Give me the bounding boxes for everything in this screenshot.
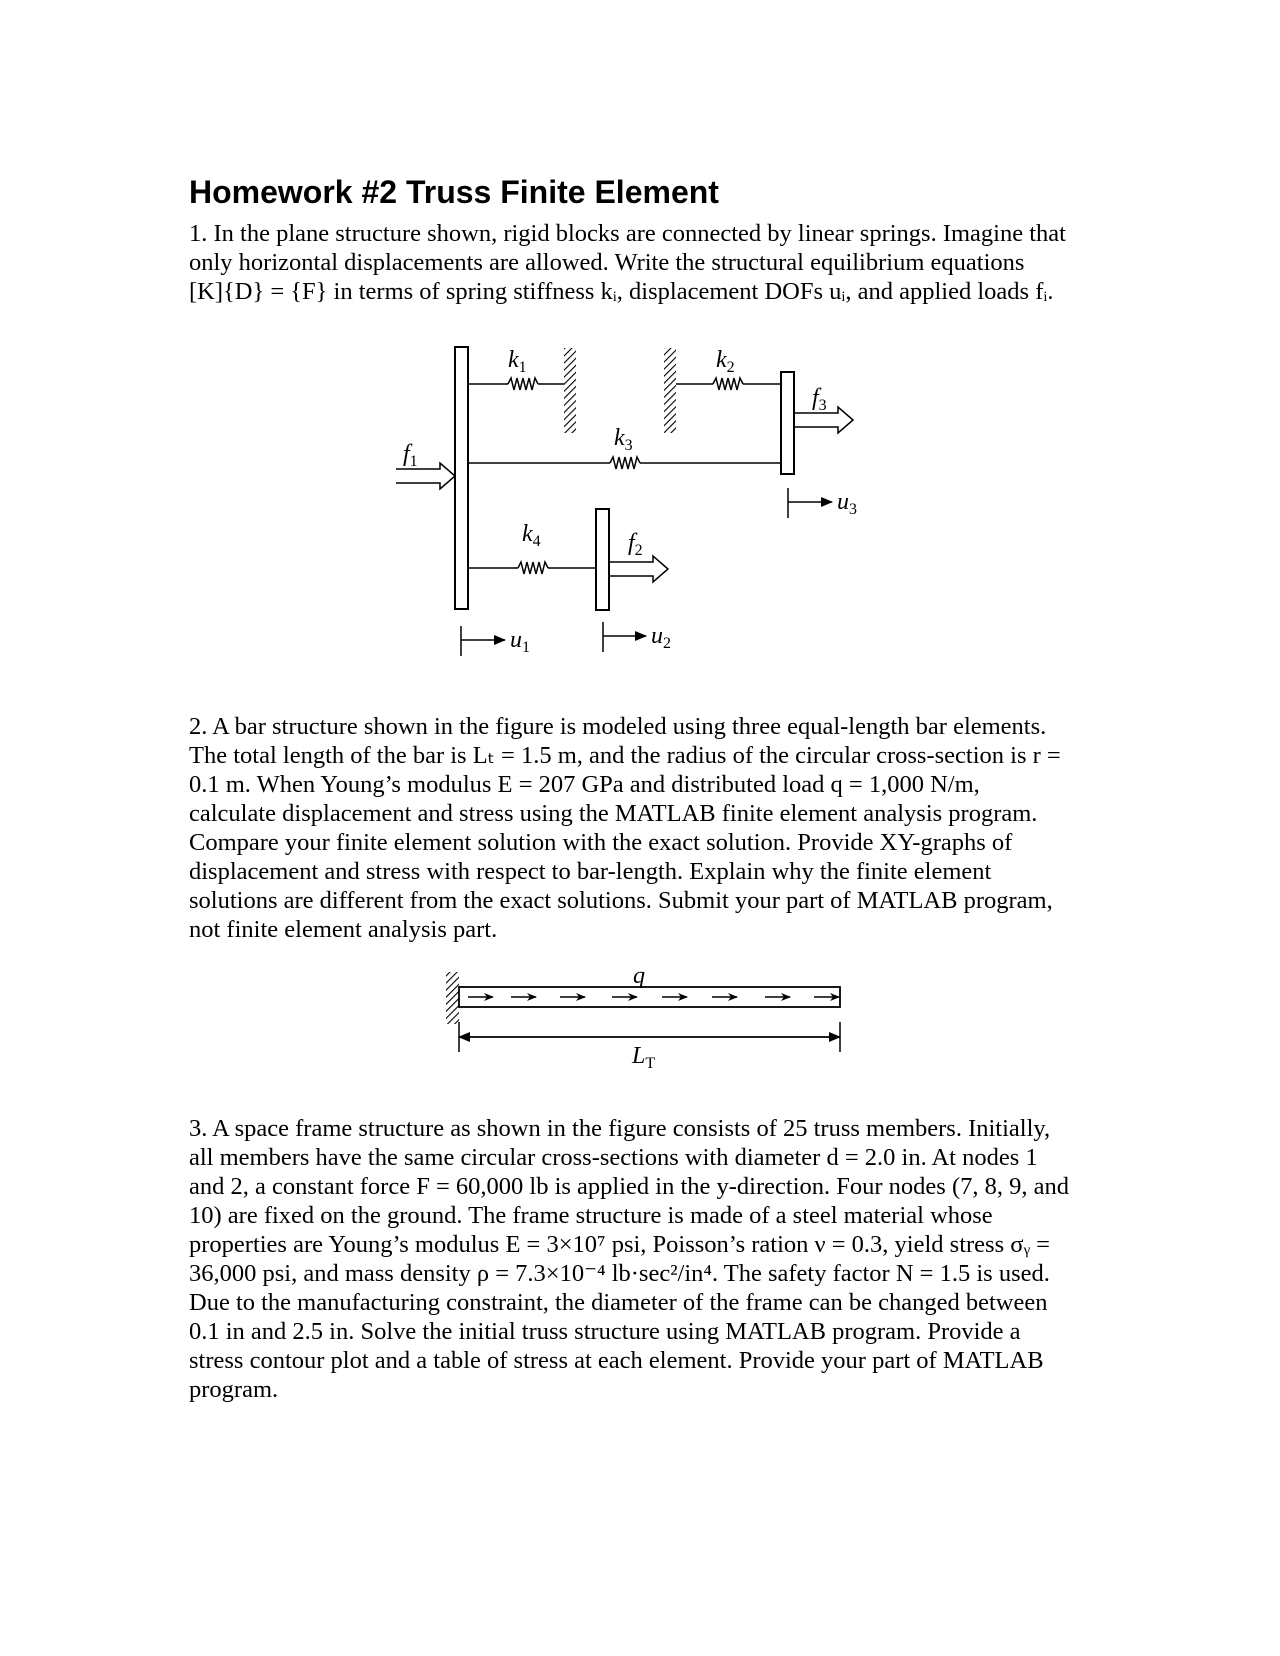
problem-2-line: The total length of the bar is Lₜ = 1.5 m, and the radius of the circular cross-section is r = [189, 742, 1061, 769]
label-q: q [633, 963, 645, 989]
label-u1: $u_1$ [510, 627, 530, 656]
problem-1-line: [K]{D} = {F} in terms of spring stiffness kᵢ, displacement DOFs uᵢ, and applied loads fᵢ. [189, 278, 1054, 305]
problem-3-line: program. [189, 1376, 279, 1403]
problem-3-line: 3. A space frame structure as shown in the figure consists of 25 truss members. Initially, [189, 1115, 1051, 1142]
label-LT: $L_T$ [632, 1043, 656, 1072]
problem-2-line: displacement and stress with respect to bar-length. Explain why the finite element [189, 858, 992, 885]
problem-2-line: 2. A bar structure shown in the figure is modeled using three equal-length bar elements. [189, 713, 1047, 740]
label-k1: $k_1$ [508, 347, 527, 376]
problem-2-line: solutions are different from the exact solutions. Submit your part of MATLAB program, [189, 887, 1053, 914]
problem-2-line: 0.1 m. When Young’s modulus E = 207 GPa and distributed load q = 1,000 N/m, [189, 771, 980, 798]
length-dimension-line [459, 1022, 840, 1052]
problem-3-line: Due to the manufacturing constraint, the diameter of the frame can be changed between [189, 1289, 1048, 1316]
label-f2: $f_2$ [628, 530, 643, 559]
problem-3-line: all members have the same circular cross-sections with diameter d = 2.0 in. At nodes 1 [189, 1144, 1038, 1171]
problem-1-line: only horizontal displacements are allowed. Write the structural equilibrium equations [189, 249, 1025, 276]
page-title: Homework #2 Truss Finite Element [189, 174, 719, 210]
problem-3-line: stress contour plot and a table of stress at each element. Provide your part of MATLAB [189, 1347, 1044, 1374]
problem-2-line: not finite element analysis part. [189, 916, 498, 943]
label-k2: $k_2$ [716, 347, 735, 376]
problem-3-line: 0.1 in and 2.5 in. Solve the initial truss structure using MATLAB program. Provide a [189, 1318, 1021, 1345]
label-f3: $f_3$ [812, 385, 827, 414]
label-u3: $u_3$ [837, 489, 857, 518]
label-k4: $k_4$ [522, 521, 541, 550]
problem-3-line: 36,000 psi, and mass density ρ = 7.3×10⁻⁴ lb·sec²/in⁴. The safety factor N = 1.5 is used. [189, 1260, 1050, 1287]
problem-3-line: properties are Young’s modulus E = 3×10⁷ psi, Poisson’s ration ν = 0.3, yield stress σᵧ = [189, 1231, 1050, 1258]
problem-3-line: and 2, a constant force F = 60,000 lb is applied in the y-direction. Four nodes (7, 8, 9, and [189, 1173, 1069, 1200]
problem-3-text [189, 1114, 1069, 1404]
problem-3-line: 10) are fixed on the ground. The frame structure is made of a steel material whose [189, 1202, 993, 1229]
problem-2-line: Compare your finite element solution with the exact solution. Provide XY-graphs of [189, 829, 1013, 856]
label-u2: $u_2$ [651, 623, 671, 652]
problem-2-line: calculate displacement and stress using the MATLAB finite element analysis program. [189, 800, 1038, 827]
label-f1: $f_1$ [403, 441, 418, 470]
label-k3: $k_3$ [614, 425, 633, 454]
problem-1-line: 1. In the plane structure shown, rigid blocks are connected by linear springs. Imagine that [189, 220, 1066, 247]
bar-fixed-wall [446, 972, 459, 1024]
